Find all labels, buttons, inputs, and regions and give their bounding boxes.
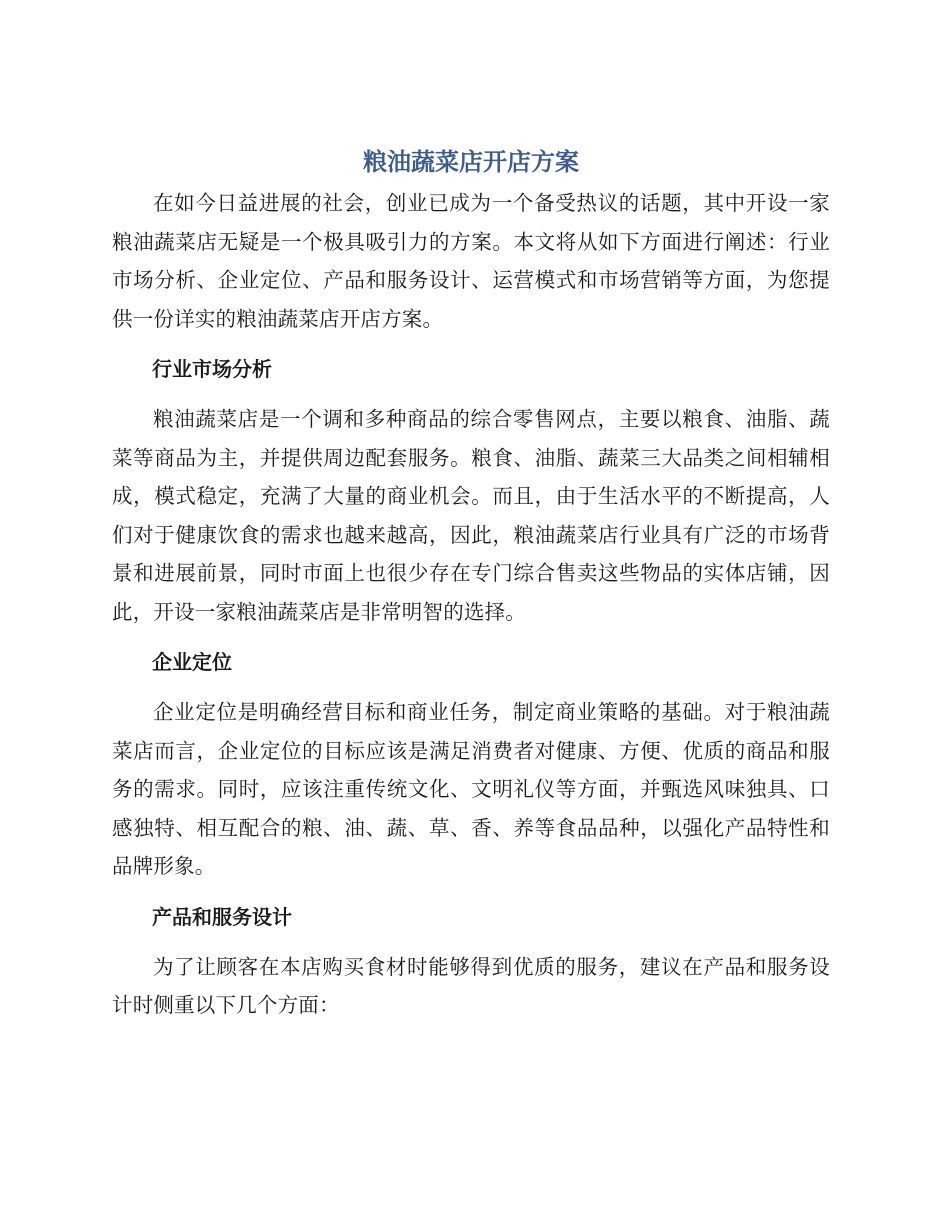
- section-heading-positioning: 企业定位: [152, 650, 232, 674]
- product-service-paragraph: 为了让顾客在本店购买食材时能够得到优质的服务，建议在产品和服务设计时侧重以下几个方面：: [112, 954, 830, 1017]
- positioning-paragraph: 企业定位是明确经营目标和商业任务，制定商业策略的基础。对于粮油蔬菜店而言，企业定位的目标应该是满足消费者对健康、方便、优质的商品和服务的需求。同时，应该注重传统文化、文明礼仪等方面，并甄选风味独具、口感独特、相互配合的粮、油、蔬、草、香、养等食品品种，以强化产品特性和品牌形象。: [112, 700, 830, 878]
- document-page: [112, 140, 830, 1025]
- section-heading-product-service: 产品和服务设计: [152, 904, 292, 929]
- market-analysis-paragraph: 粮油蔬菜店是一个调和多种商品的综合零售网点，主要以粮食、油脂、蔬菜等商品为主，并提供周边配套服务。粮食、油脂、蔬菜三大品类之间相辅相成，模式稳定，充满了大量的商业机会。而且，由于生活水平的不断提高，人们对于健康饮食的需求也越来越高，因此，粮油蔬菜店行业具有广泛的市场背景和进展前景，同时市面上也很少存在专门综合售卖这些物品的实体店铺，因此，开设一家粮油蔬菜店是非常明智的选择。: [112, 407, 830, 624]
- intro-paragraph: 在如今日益进展的社会，创业已成为一个备受热议的话题，其中开设一家粮油蔬菜店无疑是一个极具吸引力的方案。本文将从如下方面进行阐述：行业市场分析、企业定位、产品和服务设计、运营模式和市场营销等方面，为您提供一份详实的粮油蔬菜店开店方案。: [112, 191, 830, 331]
- section-heading-market-analysis: 行业市场分析: [152, 357, 272, 381]
- document-title: 粮油蔬菜店开店方案: [363, 148, 579, 176]
